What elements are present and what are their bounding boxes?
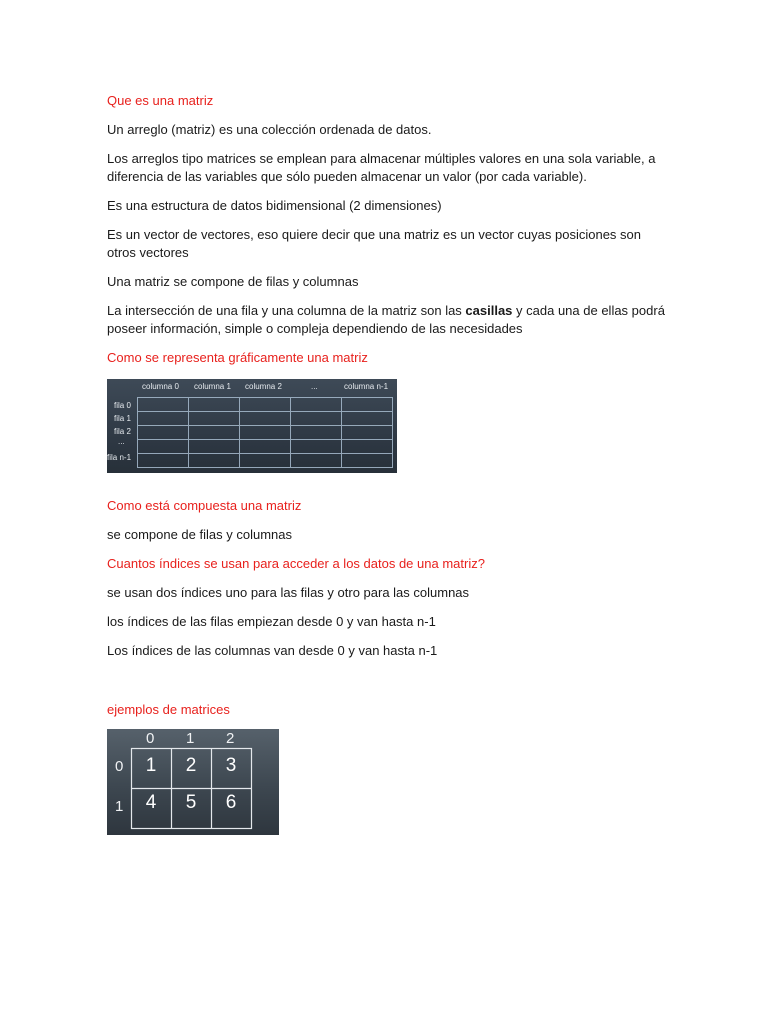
column-header-ellipsis: ...	[311, 382, 318, 391]
paragraph-uso: Los arreglos tipo matrices se emplean para almacenar múltiples valores en una sola variable, a diferencia de las variables que sólo pueden almacenar un valor (por cada variable).	[107, 151, 656, 184]
column-header-2: columna 2	[245, 382, 282, 391]
cell-1-0: 4	[145, 792, 157, 813]
row-header-1: fila 1	[114, 414, 131, 423]
cell-0-0: 1	[145, 755, 157, 776]
matrix-example-figure	[107, 729, 279, 835]
matrix-grid-lines	[107, 379, 397, 473]
document-body	[107, 92, 667, 367]
cell-1-2: 6	[225, 792, 237, 813]
matrix-representation-figure	[107, 379, 397, 473]
cell-1-1: 5	[185, 792, 197, 813]
row-header-n-1: fila n-1	[107, 453, 132, 462]
paragraph-indices-filas: los índices de las filas empiezan desde 0 y van hasta n-1	[107, 614, 436, 629]
column-header-1: columna 1	[194, 382, 231, 391]
row-header-2: fila 2	[114, 427, 131, 436]
paragraph-vector-de-vectores: Es un vector de vectores, eso quiere decir que una matriz es un vector cuyas posiciones son otros vectores	[107, 227, 642, 260]
cell-0-1: 2	[185, 755, 197, 776]
casillas-bold: casillas	[465, 303, 513, 318]
paragraph-dos-indices: se usan dos índices uno para las filas y otro para las columnas	[107, 585, 470, 600]
paragraph-definicion: Un arreglo (matriz) es una colección ordenada de datos.	[107, 122, 432, 137]
heading-representacion: Como se representa gráficamente una matriz	[107, 350, 368, 365]
col-index-2: 2	[226, 730, 235, 747]
col-index-1: 1	[186, 730, 195, 747]
casillas-text-after: y cada una de ellas podrá poseer información, simple o compleja dependiendo de las necesidades	[107, 303, 665, 336]
casillas-text-before: La intersección de una fila y una columna de la matriz son las	[107, 303, 466, 318]
paragraph-compone: se compone de filas y columnas	[107, 527, 292, 542]
paragraph-bidimensional: Es una estructura de datos bidimensional (2 dimensiones)	[107, 198, 442, 213]
heading-composicion: Como está compuesta una matriz	[107, 498, 302, 513]
row-index-0: 0	[115, 758, 124, 775]
row-index-1: 1	[115, 798, 124, 815]
heading-que-es-matriz: Que es una matriz	[107, 93, 214, 108]
row-header-ellipsis: ...	[118, 437, 125, 446]
column-header-0: columna 0	[142, 382, 179, 391]
heading-ejemplos: ejemplos de matrices	[107, 702, 230, 717]
cell-0-2: 3	[225, 755, 237, 776]
row-header-0: fila 0	[114, 401, 131, 410]
paragraph-casillas	[107, 302, 667, 338]
paragraph-indices-columnas: Los índices de las columnas van desde 0 y van hasta n-1	[107, 643, 438, 658]
paragraph-filas-columnas: Una matriz se compone de filas y columnas	[107, 274, 359, 289]
column-header-n-1: columna n-1	[344, 382, 389, 391]
heading-indices: Cuantos índices se usan para acceder a los datos de una matriz?	[107, 556, 485, 571]
col-index-0: 0	[146, 730, 155, 747]
